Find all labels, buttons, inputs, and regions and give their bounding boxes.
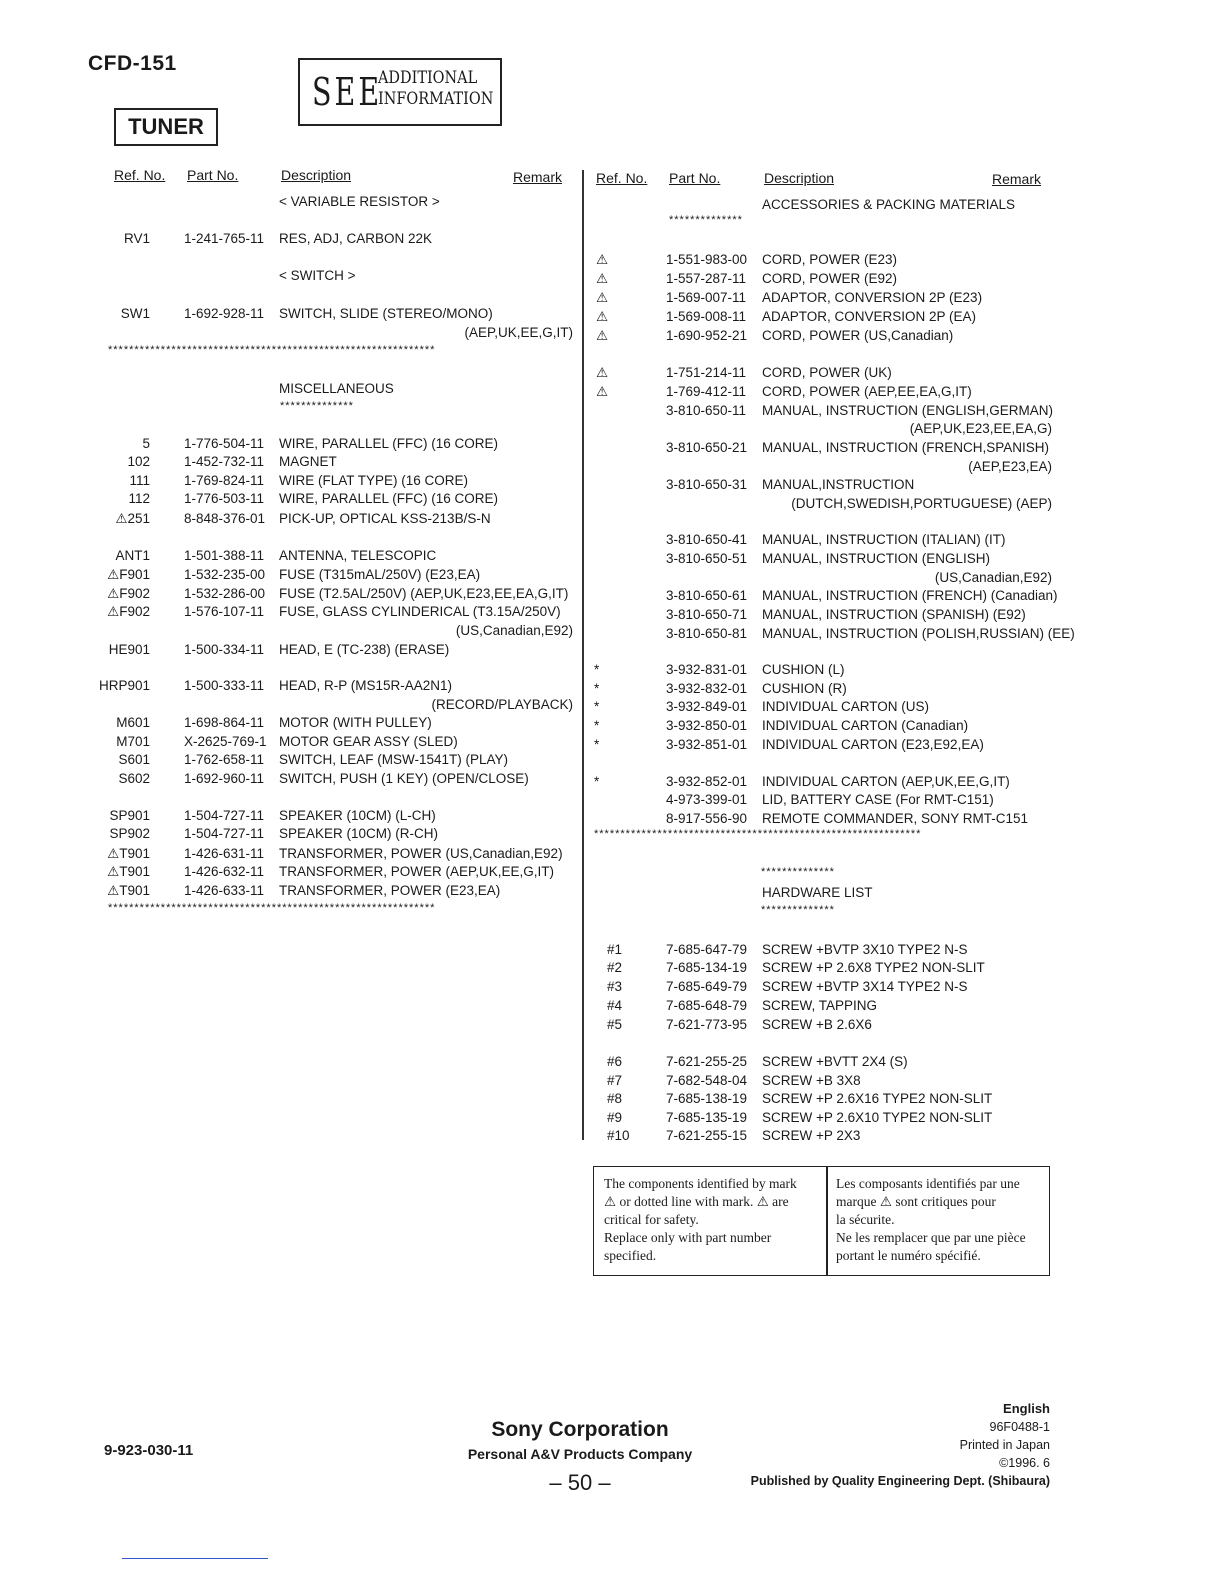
ref-number: #8 <box>607 1091 623 1106</box>
description: MANUAL, INSTRUCTION (SPANISH) (E92) <box>762 607 1026 622</box>
description: SCREW +BVTP 3X10 TYPE2 N-S <box>762 942 968 957</box>
ref-number: #3 <box>607 979 623 994</box>
part-number: 1-504-727-11 <box>184 808 265 823</box>
safety-notice-english <box>604 1175 797 1265</box>
left-header-part: Part No. <box>187 167 239 183</box>
ref-number: 102 <box>127 454 150 469</box>
ref-number: ⚠ <box>596 309 609 324</box>
part-number: 7-685-135-19 <box>666 1110 748 1125</box>
description: TRANSFORMER, POWER (E23,EA) <box>279 883 501 898</box>
description: FUSE (T2.5AL/250V) (AEP,UK,E23,EE,EA,G,IT) <box>279 586 569 601</box>
ref-number: ⚠251 <box>115 511 150 526</box>
part-number: 1-452-732-11 <box>184 454 265 469</box>
part-number: 7-685-648-79 <box>666 998 748 1013</box>
description: CORD, POWER (US,Canadian) <box>762 328 954 343</box>
description: HARDWARE LIST <box>762 885 873 900</box>
ref-number: ⚠ <box>596 252 609 267</box>
part-number: 3-810-650-81 <box>666 626 748 641</box>
description: RES, ADJ, CARBON 22K <box>279 231 433 246</box>
part-number: 3-810-650-31 <box>666 477 748 492</box>
ref-number: #9 <box>607 1110 623 1125</box>
notice-line: Ne les remplacer que par une pièce <box>836 1230 1026 1245</box>
part-number: 3-932-831-01 <box>666 662 748 677</box>
separator-stars: ************** <box>761 904 835 916</box>
part-number: 1-692-960-11 <box>184 771 265 786</box>
notice-line: la sécurite. <box>836 1212 895 1227</box>
description: SCREW +P 2.6X10 TYPE2 NON-SLIT <box>762 1110 993 1125</box>
safety-notice-french <box>836 1175 1026 1265</box>
description: ADAPTOR, CONVERSION 2P (E23) <box>762 290 983 305</box>
description: SCREW +BVTP 3X14 TYPE2 N-S <box>762 979 968 994</box>
ref-number: ⚠F902 <box>107 604 150 619</box>
part-number: 7-685-138-19 <box>666 1091 748 1106</box>
ref-number: #4 <box>607 998 623 1013</box>
right-header-desc: Description <box>764 170 835 186</box>
part-number: X-2625-769-1 <box>184 734 267 749</box>
separator-stars: ************** <box>761 866 835 878</box>
notice-line: ⚠ or dotted line with mark. ⚠ are <box>604 1194 789 1209</box>
part-number: 1-569-007-11 <box>666 290 747 305</box>
part-number: 1-241-765-11 <box>184 231 265 246</box>
notice-line: The components identified by mark <box>604 1176 797 1191</box>
ref-number: * <box>594 718 600 733</box>
ref-number: * <box>594 699 600 714</box>
left-header-desc: Description <box>281 167 352 183</box>
ref-number: ANT1 <box>115 548 150 563</box>
print-date: ©1996. 6 <box>999 1456 1050 1470</box>
part-number: 1-698-864-11 <box>184 715 265 730</box>
description: SPEAKER (10CM) (L-CH) <box>279 808 436 823</box>
see-line-2: INFORMATION <box>378 89 494 109</box>
ref-number: * <box>594 681 600 696</box>
description: PICK-UP, OPTICAL KSS-213B/S-N <box>279 511 491 526</box>
part-number: 1-532-286-00 <box>184 586 266 601</box>
ref-number: HE901 <box>108 642 150 657</box>
description: ADAPTOR, CONVERSION 2P (EA) <box>762 309 977 324</box>
description: (US,Canadian,E92) <box>934 570 1052 585</box>
part-number: 1-776-504-11 <box>184 436 265 451</box>
part-number: 3-932-832-01 <box>666 681 748 696</box>
description: CUSHION (R) <box>762 681 847 696</box>
description: MANUAL, INSTRUCTION (ITALIAN) (IT) <box>762 532 1006 547</box>
ref-number: ⚠ <box>596 328 609 343</box>
ref-number: #1 <box>607 942 623 957</box>
description: (AEP,UK,EE,G,IT) <box>464 325 573 340</box>
description: INDIVIDUAL CARTON (Canadian) <box>762 718 969 733</box>
description: SWITCH, LEAF (MSW-1541T) (PLAY) <box>279 752 509 767</box>
description: HEAD, E (TC-238) (ERASE) <box>279 642 450 657</box>
description: WIRE, PARALLEL (FFC) (16 CORE) <box>279 491 499 506</box>
part-number: 1-762-658-11 <box>184 752 265 767</box>
description: < SWITCH > <box>279 268 356 283</box>
part-number: 1-769-412-11 <box>666 384 747 399</box>
description: SWITCH, PUSH (1 KEY) (OPEN/CLOSE) <box>279 771 529 786</box>
part-number: 3-932-850-01 <box>666 718 748 733</box>
description: SPEAKER (10CM) (R-CH) <box>279 826 439 841</box>
ref-number: 5 <box>142 436 150 451</box>
description: MOTOR GEAR ASSY (SLED) <box>279 734 458 749</box>
ref-number: #5 <box>607 1017 623 1032</box>
part-number: 1-532-235-00 <box>184 567 266 582</box>
notice-divider <box>826 1167 828 1275</box>
description: (AEP,UK,E23,EE,EA,G) <box>909 421 1052 436</box>
left-header-remark: Remark <box>513 169 563 185</box>
ref-number: ⚠F901 <box>107 567 150 582</box>
ref-number: 112 <box>128 491 150 506</box>
ref-number: * <box>594 737 600 752</box>
description: WIRE, PARALLEL (FFC) (16 CORE) <box>279 436 499 451</box>
ref-number: ⚠T901 <box>107 864 150 879</box>
description: SCREW +P 2.6X16 TYPE2 NON-SLIT <box>762 1091 993 1106</box>
part-number: 3-810-650-61 <box>666 588 748 603</box>
notice-line: specified. <box>604 1248 657 1263</box>
part-number: 1-504-727-11 <box>184 826 265 841</box>
published-by: Published by Quality Engineering Dept. (Shibaura) <box>750 1474 1050 1488</box>
part-number: 1-769-824-11 <box>184 473 265 488</box>
description: REMOTE COMMANDER, SONY RMT-C151 <box>762 811 1029 826</box>
print-info <box>740 1400 1050 1490</box>
description: < VARIABLE RESISTOR > <box>279 194 440 209</box>
part-number: 1-690-952-21 <box>666 328 748 343</box>
ref-number: 111 <box>129 473 150 488</box>
description: MANUAL, INSTRUCTION (FRENCH) (Canadian) <box>762 588 1058 603</box>
description: SCREW +B 3X8 <box>762 1073 861 1088</box>
notice-line: Les composants identifiés par une <box>836 1176 1020 1191</box>
part-number: 8-848-376-01 <box>184 511 266 526</box>
notice-line: marque ⚠ sont critiques pour <box>836 1194 996 1209</box>
ref-number: S602 <box>118 771 150 786</box>
ref-number: ⚠ <box>596 365 609 380</box>
ref-number: ⚠T901 <box>107 883 150 898</box>
section-title: TUNER <box>114 108 218 146</box>
ref-number: #2 <box>607 960 623 975</box>
part-number: 7-685-134-19 <box>666 960 748 975</box>
part-number: 7-685-647-79 <box>666 942 748 957</box>
description: MISCELLANEOUS <box>279 381 394 396</box>
description: SCREW +BVTT 2X4 (S) <box>762 1054 908 1069</box>
ref-number: M701 <box>116 734 150 749</box>
right-header-ref: Ref. No. <box>596 170 648 186</box>
part-number: 1-426-632-11 <box>184 864 265 879</box>
part-number: 1-426-631-11 <box>184 846 265 861</box>
ref-number: S601 <box>118 752 150 767</box>
part-number: 3-810-650-41 <box>666 532 748 547</box>
description: MANUAL, INSTRUCTION (FRENCH,SPANISH) <box>762 440 1050 455</box>
description: CUSHION (L) <box>762 662 845 677</box>
part-number: 4-973-399-01 <box>666 792 748 807</box>
description: ACCESSORIES & PACKING MATERIALS <box>762 197 1016 212</box>
description: TRANSFORMER, POWER (AEP,UK,EE,G,IT) <box>279 864 555 879</box>
description: HEAD, R-P (MS15R-AA2N1) <box>279 678 453 693</box>
description: FUSE, GLASS CYLINDERICAL (T3.15A/250V) <box>279 604 561 619</box>
right-header-remark: Remark <box>992 171 1042 187</box>
see-line-1: ADDITIONAL <box>378 68 478 88</box>
part-number: 3-810-650-71 <box>666 607 748 622</box>
part-number: 3-932-851-01 <box>666 737 748 752</box>
language-label: English <box>1003 1401 1050 1416</box>
part-number: 7-621-255-25 <box>666 1054 748 1069</box>
description: SCREW +P 2.6X8 TYPE2 NON-SLIT <box>762 960 985 975</box>
description: MOTOR (WITH PULLEY) <box>279 715 432 730</box>
doc-number: 96F0488-1 <box>989 1420 1050 1434</box>
ref-number: SP901 <box>109 808 150 823</box>
description: CORD, POWER (UK) <box>762 365 892 380</box>
description: CORD, POWER (E23) <box>762 252 898 267</box>
description: (RECORD/PLAYBACK) <box>431 697 573 712</box>
part-number: 8-917-556-90 <box>666 811 748 826</box>
description: INDIVIDUAL CARTON (US) <box>762 699 930 714</box>
part-number: 3-932-852-01 <box>666 774 748 789</box>
part-number: 1-500-333-11 <box>184 678 265 693</box>
page-number: – 50 – <box>549 1470 611 1495</box>
ref-number: #10 <box>607 1128 630 1143</box>
part-number: 7-621-773-95 <box>666 1017 748 1032</box>
description: (AEP,E23,EA) <box>968 459 1052 474</box>
bottom-rule <box>122 1558 268 1559</box>
ref-number: ⚠T901 <box>107 846 150 861</box>
part-number: 1-692-928-11 <box>184 306 265 321</box>
part-number: 7-685-649-79 <box>666 979 748 994</box>
separator-stars: ************************************************************** <box>108 344 436 356</box>
ref-number: #6 <box>607 1054 623 1069</box>
part-number: 7-682-548-04 <box>666 1073 748 1088</box>
part-number: 1-500-334-11 <box>184 642 265 657</box>
description: SWITCH, SLIDE (STEREO/MONO) <box>279 306 493 321</box>
description: INDIVIDUAL CARTON (AEP,UK,EE,G,IT) <box>762 774 1010 789</box>
ref-number: ⚠ <box>596 271 609 286</box>
ref-number: * <box>594 774 600 789</box>
description: (US,Canadian,E92) <box>455 623 573 638</box>
part-number: 1-501-388-11 <box>184 548 265 563</box>
publisher-block <box>440 1418 720 1496</box>
part-number: 1-576-107-11 <box>184 604 265 619</box>
description: MANUAL, INSTRUCTION (POLISH,RUSSIAN) (EE) <box>762 626 1075 641</box>
description: FUSE (T315mAL/250V) (E23,EA) <box>279 567 481 582</box>
description: TRANSFORMER, POWER (US,Canadian,E92) <box>279 846 563 861</box>
ref-number: SP902 <box>109 826 150 841</box>
description: MANUAL, INSTRUCTION (ENGLISH,GERMAN) <box>762 403 1054 418</box>
part-number: 1-551-983-00 <box>666 252 748 267</box>
part-number: 3-810-650-51 <box>666 551 748 566</box>
notice-line: Replace only with part number <box>604 1230 772 1245</box>
additional-info-label <box>378 68 493 110</box>
ref-number: RV1 <box>123 231 150 246</box>
ref-number: ⚠ <box>596 290 609 305</box>
part-number: 1-776-503-11 <box>184 491 265 506</box>
description: CORD, POWER (E92) <box>762 271 898 286</box>
ref-number: #7 <box>607 1073 623 1088</box>
part-number: 7-621-255-15 <box>666 1128 748 1143</box>
see-label: SEE <box>312 70 383 114</box>
see-additional-info-stamp <box>298 58 502 126</box>
description: CORD, POWER (AEP,EE,EA,G,IT) <box>762 384 972 399</box>
description: ANTENNA, TELESCOPIC <box>279 548 437 563</box>
document-code: 9-923-030-11 <box>104 1442 194 1459</box>
part-number: 1-751-214-11 <box>666 365 747 380</box>
notice-line: portant le numéro spécifié. <box>836 1248 981 1263</box>
safety-notice <box>593 1166 1050 1276</box>
left-header-ref: Ref. No. <box>114 167 166 183</box>
ref-number: M601 <box>116 715 150 730</box>
part-number: 1-557-287-11 <box>666 271 747 286</box>
notice-line: critical for safety. <box>604 1212 699 1227</box>
part-number: 1-569-008-11 <box>666 309 747 324</box>
description: INDIVIDUAL CARTON (E23,E92,EA) <box>762 737 984 752</box>
ref-number: ⚠F902 <box>107 586 150 601</box>
description: MAGNET <box>279 454 337 469</box>
separator-stars: ************** <box>669 214 743 226</box>
separator-stars: ************************************************************** <box>594 828 922 840</box>
description: SCREW +P 2X3 <box>762 1128 861 1143</box>
description: (DUTCH,SWEDISH,PORTUGUESE) (AEP) <box>791 496 1052 511</box>
ref-number: SW1 <box>120 306 150 321</box>
company-name: Personal A&V Products Company <box>467 1446 693 1462</box>
description: WIRE (FLAT TYPE) (16 CORE) <box>279 473 469 488</box>
separator-stars: ************************************************************** <box>108 902 436 914</box>
description: MANUAL,INSTRUCTION <box>762 477 915 492</box>
printed-in: Printed in Japan <box>959 1438 1050 1452</box>
ref-number: * <box>594 662 600 677</box>
ref-number: ⚠ <box>596 384 609 399</box>
description: SCREW, TAPPING <box>762 998 878 1013</box>
description: MANUAL, INSTRUCTION (ENGLISH) <box>762 551 991 566</box>
part-number: 3-810-650-11 <box>666 403 747 418</box>
part-number: 3-932-849-01 <box>666 699 748 714</box>
part-number: 3-810-650-21 <box>666 440 748 455</box>
separator-stars: ************** <box>280 400 354 412</box>
description: LID, BATTERY CASE (For RMT-C151) <box>762 792 994 807</box>
model-number: CFD-151 <box>88 52 177 75</box>
right-header-part: Part No. <box>669 170 721 186</box>
ref-number: HRP901 <box>98 678 150 693</box>
column-divider <box>582 170 584 1140</box>
corporation-name: Sony Corporation <box>491 1418 669 1441</box>
part-number: 1-426-633-11 <box>184 883 265 898</box>
description: SCREW +B 2.6X6 <box>762 1017 872 1032</box>
